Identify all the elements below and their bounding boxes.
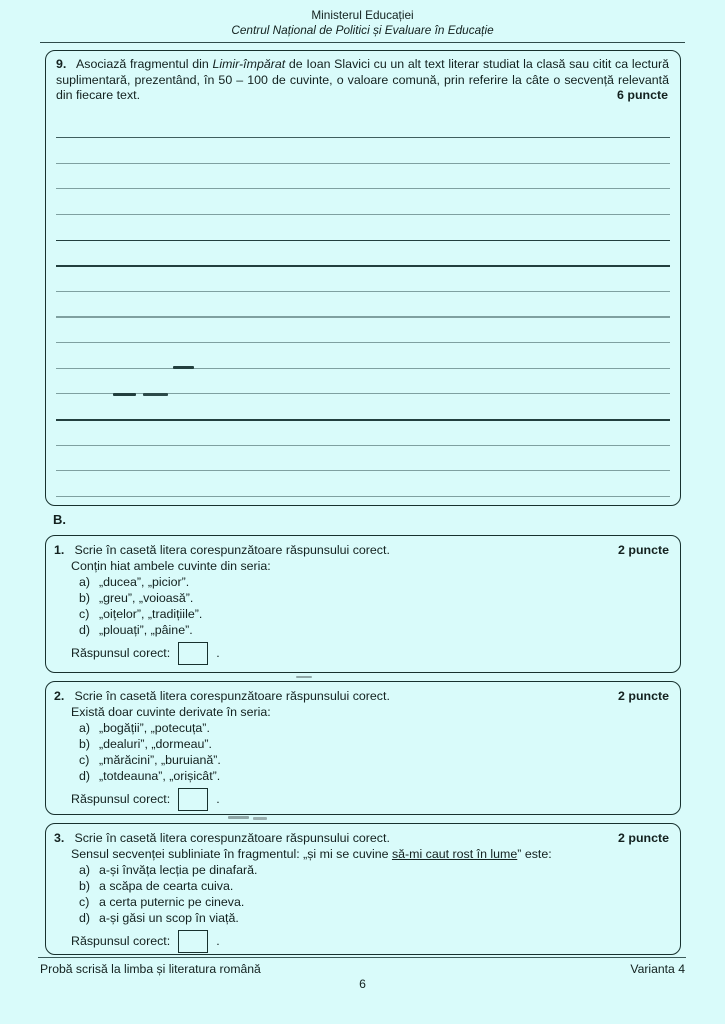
question-3-answer-row (71, 930, 680, 953)
question-3-stem (71, 847, 669, 863)
answer-input-box[interactable] (178, 788, 208, 811)
question-2-prompt: Scrie în casetă litera corespunzătoare răspunsului corect. (74, 689, 390, 703)
option-letter: b) (79, 591, 91, 605)
question-2-points: 2 puncte (618, 689, 669, 703)
option-d (79, 768, 680, 784)
writing-line[interactable] (56, 368, 670, 369)
option-text: a-și găsi un scop în viață. (99, 911, 239, 925)
option-text: „totdeauna”, „orișicât”. (99, 769, 221, 783)
option-c (79, 894, 680, 910)
writing-line[interactable] (56, 470, 670, 471)
question-3-options (79, 862, 680, 926)
writing-line[interactable] (56, 188, 670, 189)
option-letter: d) (79, 623, 91, 637)
header-rule (40, 42, 685, 43)
question-3-box (45, 823, 681, 955)
writing-line[interactable] (56, 137, 670, 138)
option-text: „ducea”, „picior”. (99, 575, 190, 589)
scan-artifact (173, 366, 194, 369)
question-2-head (54, 689, 669, 705)
question-1-points: 2 puncte (618, 543, 669, 557)
question-1-head (54, 543, 669, 559)
writing-line[interactable] (56, 316, 670, 317)
question-3-points: 2 puncte (618, 831, 669, 845)
footer-exam-title: Probă scrisă la limba și literatura română (40, 962, 261, 976)
scan-artifact (113, 393, 136, 396)
question-3-head (54, 831, 669, 847)
option-text: „greu”, „voioasă”. (99, 591, 194, 605)
option-a (79, 574, 680, 590)
option-letter: a) (79, 721, 91, 735)
question-9-points: 6 puncte (617, 88, 668, 102)
question-1-prompt: Scrie în casetă litera corespunzătoare răspunsului corect. (74, 543, 390, 557)
answer-label: Răspunsul corect: (71, 792, 171, 806)
question-9-lead: Asociază fragmentul din (76, 57, 213, 71)
writing-line[interactable] (56, 240, 670, 242)
question-9-box (45, 50, 681, 506)
writing-line[interactable] (56, 342, 670, 343)
option-b (79, 590, 680, 606)
option-text: „mărăcini”, „buruiană”. (99, 753, 221, 767)
answer-period: . (216, 934, 220, 948)
writing-lines[interactable] (56, 51, 670, 505)
option-text: „plouați”, „pâine”. (99, 623, 193, 637)
option-letter: c) (79, 895, 90, 909)
question-3-number: 3. (54, 831, 65, 845)
answer-input-box[interactable] (178, 642, 208, 665)
option-letter: c) (79, 607, 90, 621)
option-letter: a) (79, 575, 91, 589)
page-number: 6 (359, 977, 366, 991)
answer-label: Răspunsul corect: (71, 646, 171, 660)
question-1-stem: Conțin hiat ambele cuvinte din seria: (71, 558, 271, 573)
writing-line[interactable] (56, 163, 670, 164)
option-letter: a) (79, 863, 91, 877)
page-header (0, 8, 725, 37)
scan-artifact (253, 817, 267, 820)
option-c (79, 752, 680, 768)
question-1-options (79, 574, 680, 638)
option-letter: b) (79, 879, 91, 893)
option-b (79, 878, 680, 894)
option-d (79, 622, 680, 638)
option-c (79, 606, 680, 622)
question-9-number: 9. (56, 57, 67, 71)
writing-line[interactable] (56, 291, 670, 292)
option-text: „oițelor”, „tradițiile”. (99, 607, 203, 621)
question-2-answer-row (71, 788, 680, 811)
stem-suffix: ” este: (517, 846, 552, 861)
writing-line[interactable] (56, 496, 670, 497)
option-letter: d) (79, 911, 91, 925)
writing-line[interactable] (56, 445, 670, 446)
question-1-box (45, 535, 681, 673)
option-letter: d) (79, 769, 91, 783)
option-text: a scăpa de cearta cuiva. (99, 879, 234, 893)
answer-period: . (216, 646, 220, 660)
question-2-box (45, 681, 681, 815)
option-a (79, 720, 680, 736)
question-2-number: 2. (54, 689, 65, 703)
writing-line[interactable] (56, 419, 670, 421)
scan-artifact (228, 816, 249, 819)
center-title: Centrul Național de Politici și Evaluare în Educație (231, 22, 494, 37)
question-1-answer-row (71, 642, 680, 665)
question-1-number: 1. (54, 543, 65, 557)
option-b (79, 736, 680, 752)
option-a (79, 862, 680, 878)
option-d (79, 910, 680, 926)
section-b-label: B. (53, 512, 66, 527)
answer-label: Răspunsul corect: (71, 934, 171, 948)
work-title: Limir-împărat (212, 57, 286, 71)
option-text: „dealuri”, „dormeau”. (99, 737, 212, 751)
ministry-title: Ministerul Educației (311, 8, 414, 22)
writing-line[interactable] (56, 265, 670, 267)
footer-rule (38, 957, 686, 958)
answer-input-box[interactable] (178, 930, 208, 953)
scan-artifact (143, 393, 168, 396)
scan-artifact (296, 676, 312, 678)
option-letter: b) (79, 737, 91, 751)
question-2-options (79, 720, 680, 784)
stem-underlined-phrase: să-mi caut rost în lume (391, 846, 518, 861)
question-3-prompt: Scrie în casetă litera corespunzătoare răspunsului corect. (74, 831, 390, 845)
option-text: a-și învăța lecția pe dinafară. (99, 863, 258, 877)
option-text: a certa puternic pe cineva. (99, 895, 245, 909)
option-letter: c) (79, 753, 90, 767)
stem-prefix: Sensul secvenței subliniate în fragmentul: „și mi se cuvine (71, 846, 392, 861)
question-9-rest: de Ioan Slavici cu un alt text literar studiat la clasă sau citit ca lectură suplimentară, prezentând, în 50 – 100 de cuvinte, o valoare comună, prin referire la câte o secvență relevantă din fiecare text. (56, 57, 670, 103)
option-text: „bogății”, „potecuța”. (99, 721, 210, 735)
answer-period: . (216, 792, 220, 806)
question-2-stem: Există doar cuvinte derivate în seria: (71, 704, 271, 719)
footer-variant: Varianta 4 (630, 962, 685, 976)
writing-line[interactable] (56, 214, 670, 215)
